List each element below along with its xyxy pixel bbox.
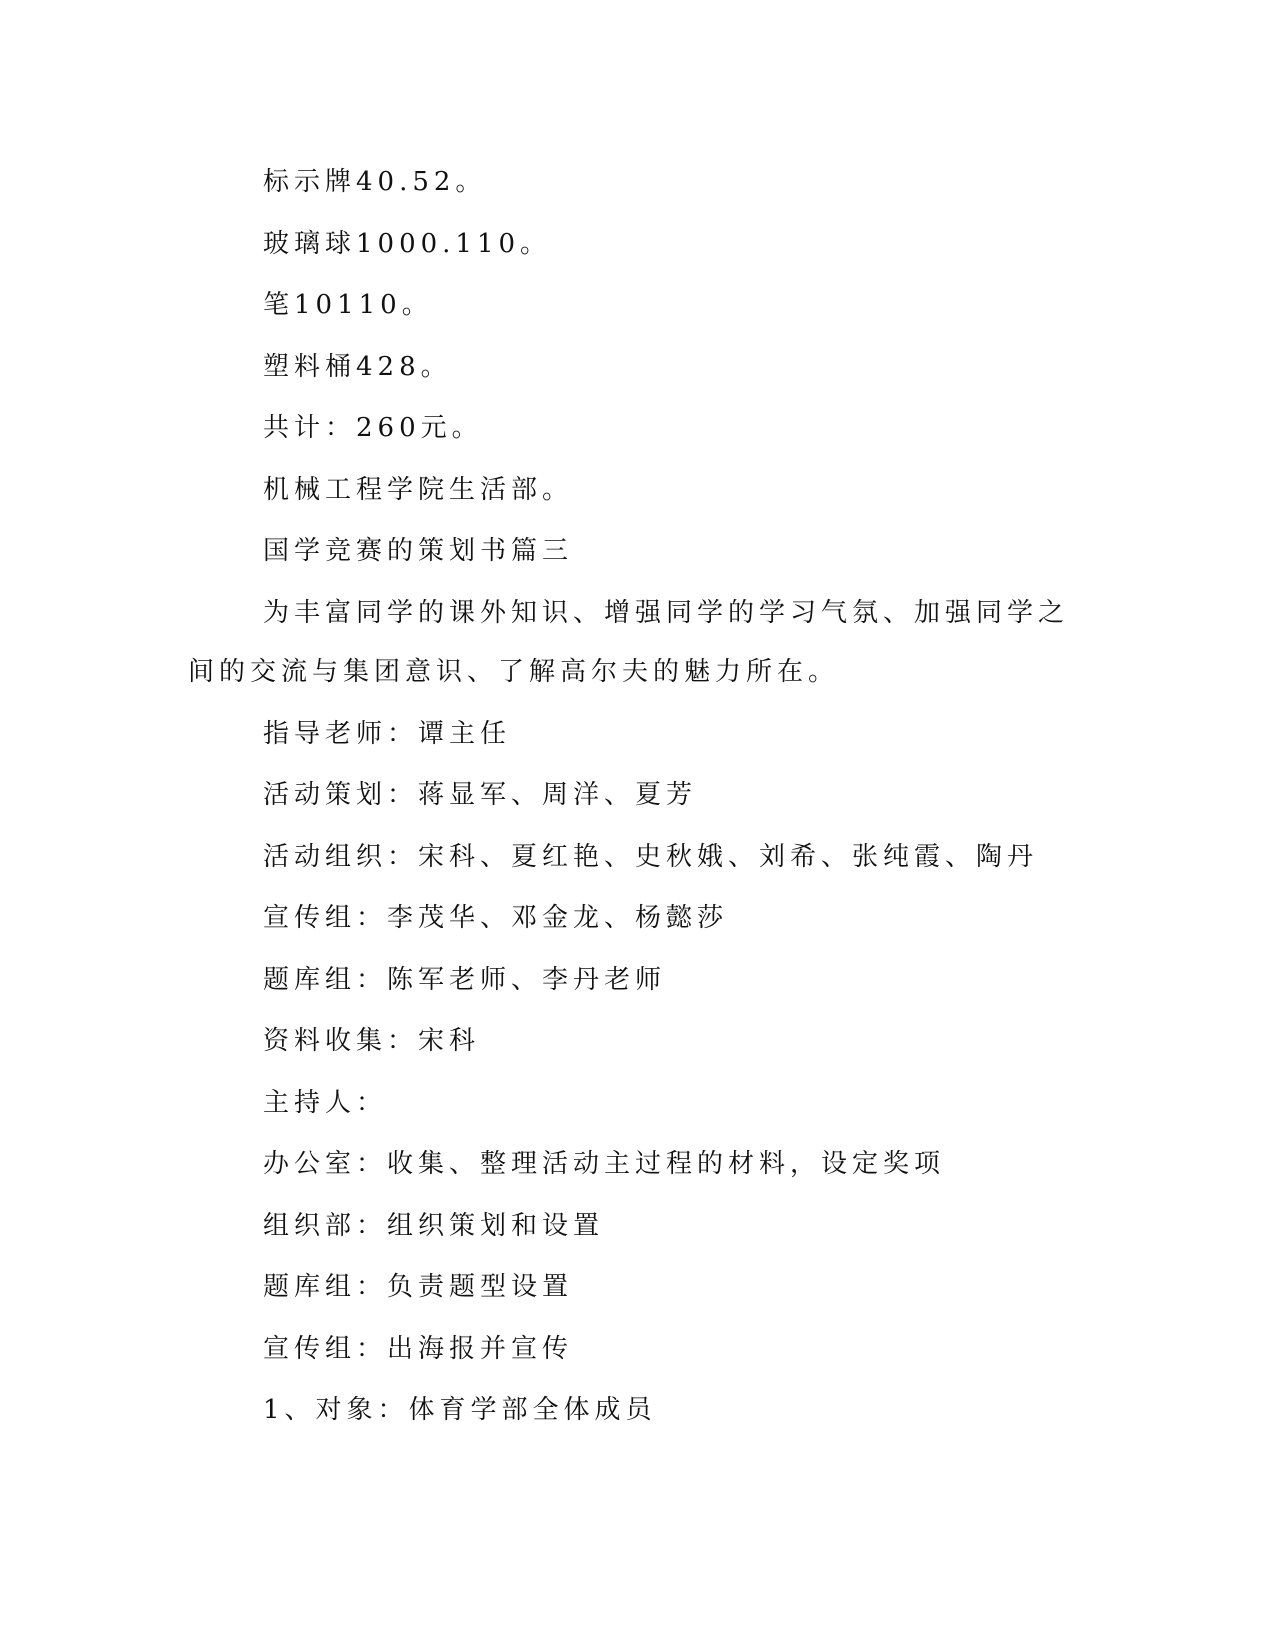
paragraph: 组织部：组织策划和设置	[263, 1210, 605, 1241]
paragraph: 为丰富同学的课外知识、增强同学的学习气氛、加强同学之间的交流与集团意识、了解高尔夫的魅力所在。	[188, 597, 1070, 687]
paragraph: 题库组：陈军老师、李丹老师	[263, 964, 667, 995]
paragraph: 共计：260元。	[263, 413, 483, 443]
paragraph: 活动组织：宋科、夏红艳、史秋娥、刘希、张纯霞、陶丹	[263, 841, 1039, 872]
paragraph: 宣传组：李茂华、邓金龙、杨懿莎	[263, 903, 729, 933]
document-body	[188, 160, 1088, 1450]
paragraph: 宣传组：出海报并宣传	[263, 1333, 574, 1364]
paragraph: 1、对象：体育学部全体成员	[263, 1395, 657, 1425]
paragraph: 办公室：收集、整理活动主过程的材料，设定奖项	[263, 1149, 946, 1179]
paragraph: 笔10110。	[263, 290, 433, 320]
paragraph: 标示牌40.52。	[263, 167, 487, 197]
paragraph: 题库组：负责题型设置	[263, 1272, 574, 1302]
paragraph: 活动策划：蒋显军、周洋、夏芳	[263, 780, 698, 810]
paragraph: 指导老师：谭主任	[263, 718, 512, 749]
paragraph: 机械工程学院生活部。	[263, 474, 574, 505]
paragraph: 资料收集：宋科	[263, 1026, 481, 1056]
paragraph: 塑料桶428。	[263, 351, 452, 382]
section-heading: 国学竞赛的策划书篇三	[263, 536, 574, 566]
paragraph: 主持人：	[263, 1087, 388, 1118]
paragraph: 玻璃球1000.110。	[263, 228, 552, 259]
